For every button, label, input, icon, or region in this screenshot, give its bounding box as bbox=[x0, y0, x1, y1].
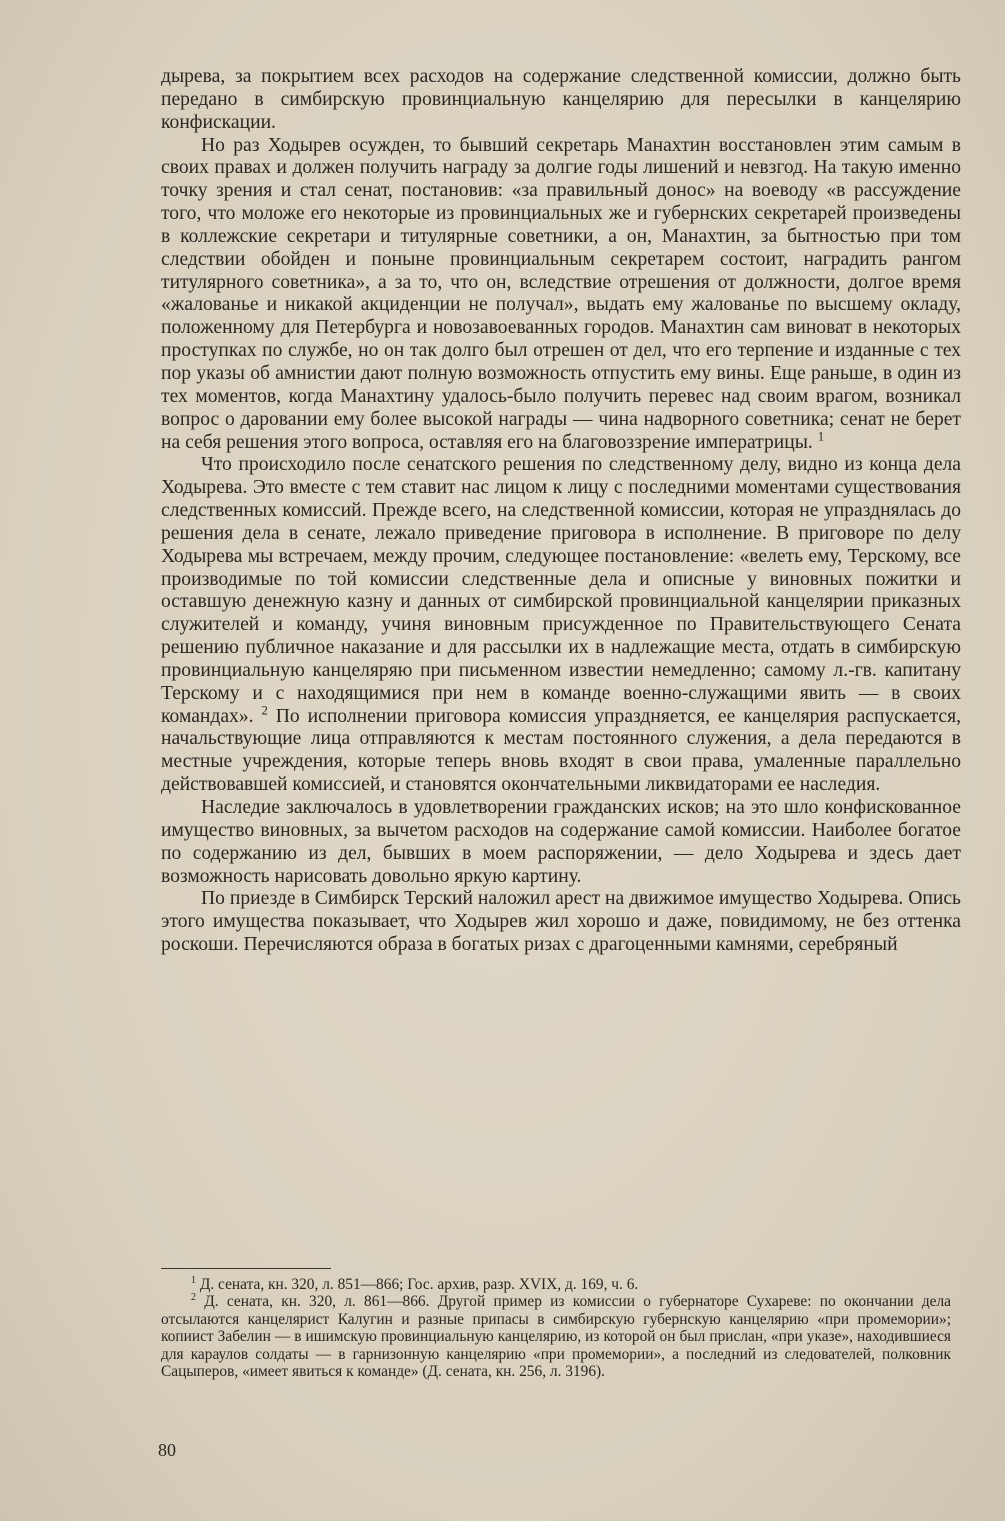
paragraph-3 bbox=[161, 454, 961, 797]
footnote-1-number: 1 bbox=[191, 1274, 196, 1286]
footnotes bbox=[161, 1276, 951, 1380]
paragraph-3-text: Что происходило после сенатского решения по следственному делу, видно из конца дела Ходырева. Это вместе с тем ставит нас лицом к лицу с последними моментами существования следственных комиссий. Прежде всего, на следственной комиссии, которая не упразднялась до решения дела в сенате, лежало приведение приговора в исполнение. В приговоре по делу Ходырева мы встречаем, между прочим, следующее постановление: «велеть ему, Терскому, все производимые по той комиссии следственные дела и описные у виновных пожитки и оставшую денежную казну и данных от симбирской провинциальной канцелярии приказных служителей и команду, учиня виновным присужденное по Правительствующего Сената решению публичное наказание и для рассылки их в надлежащие места, отдать в симбирскую провинциальную канцеляряю при письменном известии немедленно; самому л.-гв. капитану Терскому и с находящимися при нем в команде военно-служащими явить — в своих командах». bbox=[161, 454, 961, 727]
paragraph-3-continuation: По исполнении приговора комиссия упраздняется, ее канцелярия распускается, начальствующие лица отправляются к местам постоянного служения, а дела передаются в местные учреждения, которые теперь вновь входят в свои права, умаленные параллельно действовавшей комиссией, и становятся окончательными ликвидаторами ее наследия. bbox=[161, 705, 961, 796]
page-number: 80 bbox=[158, 1440, 176, 1460]
footnote-divider bbox=[161, 1268, 331, 1269]
footnote-mark-1: 1 bbox=[817, 428, 825, 443]
paragraph-1: дырева, за покрытием всех расходов на содержание следственной комиссии, должно быть передано в симбирскую провинциальную канцелярию для пересылки в канцелярию конфискации. bbox=[161, 66, 961, 133]
paragraph-2 bbox=[161, 135, 961, 455]
footnote-mark-2: 2 bbox=[261, 703, 268, 718]
footnote-2-number: 2 bbox=[191, 1292, 196, 1304]
footnote-1-text: Д. сената, кн. 320, л. 851—866; Гос. архив, разр. XVIX, д. 169, ч. 6. bbox=[199, 1276, 639, 1293]
footnote-2 bbox=[161, 1293, 951, 1380]
main-text bbox=[161, 66, 961, 957]
paragraph-2-text: Но раз Ходырев осужден, то бывший секретарь Манахтин восстановлен этим самым в своих правах и должен получить награду за долгие годы лишений и невзгод. На такую именно точку зрения и стал сенат, постановив: «за правильный донос» на воеводу «в рассуждение того, что моложе его некоторые из провинциальных же и губернских секретарей произведены в коллежские секретари и титулярные советники, а он, Манахтин, за бытностью при том следствии обойден и поныне провинциальным секретарем состоит, наградить рангом титулярного советника», а за то, что он, вследствие отрешения от должности, долгое время «жалованье и никакой акциденции не получал», выдать ему жалованье по высшему окладу, положенному для Петербурга и новозавоеванных городов. Манахтин сам виноват в некоторых проступках по службе, но он так долго был отрешен от дел, что его терпение и изданные с тех пор указы об амнистии дают полную возможность отпустить ему вины. Еще раньше, в один из тех моментов, когда Манахтину удалось-было получить перевес над своим врагом, возникал вопрос о даровании ему более высокой награды — чина надворного советника; сенат не берет на себя решения этого вопроса, оставляя его на благовоззрение императрицы. bbox=[161, 134, 961, 453]
footnote-2-text: Д. сената, кн. 320, л. 861—866. Другой пример из комиссии о губернаторе Сухареве: по окончании дела отсылаются канцелярист Калугин и разные припасы в симбирскую губернскую канцелярию «при промемории»; копиист Забелин — в ишимскую провинциальную канцелярию, из которой он был прислан, «при указе», находившиеся для караулов солдаты — в гарнизонную канцелярию «при промемории», а последний из следователей, полковник Сацыперов, «имеет явиться к команде» (Д. сената, кн. 256, л. 3196). bbox=[161, 1293, 951, 1381]
paragraph-5: По приезде в Симбирск Терский наложил арест на движимое имущество Ходырева. Опись этого имущества показывает, что Ходырев жил хорошо и даже, повидимому, не без оттенка роскоши. Перечисляются образа в богатых ризах с драгоценными камнями, серебряный bbox=[161, 888, 961, 956]
footnote-1 bbox=[161, 1276, 951, 1293]
paragraph-4: Наследие заключалось в удовлетворении гражданских исков; на это шло конфискованное имущество виновных, за вычетом расходов на содержание самой комиссии. Наиболее богатое по содержанию из дел, бывших в моем распоряжении, — дело Ходырева и здесь дает возможность нарисовать довольно яркую картину. bbox=[161, 797, 961, 887]
